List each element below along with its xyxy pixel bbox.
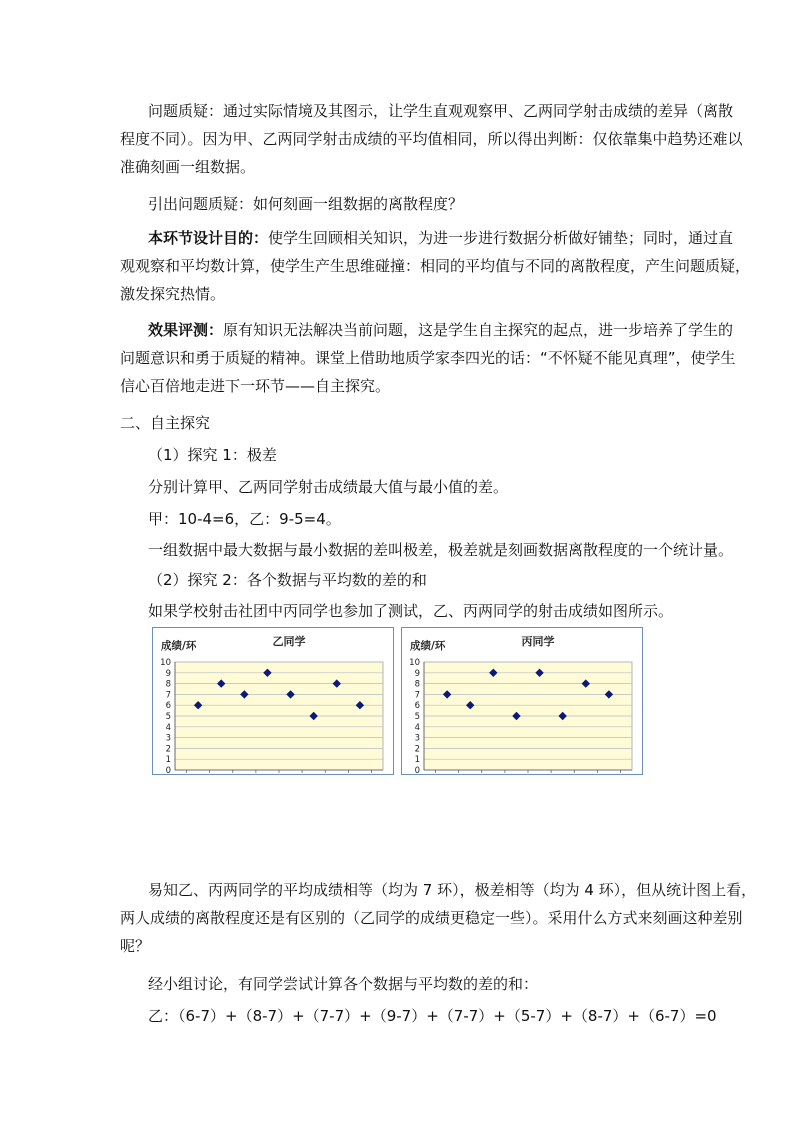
y-tick-label: 1	[165, 755, 171, 766]
paragraph-bing-intro	[120, 597, 700, 625]
text-run: 原有知识无法解决当前问题，这是学生自主探究的起点，进一步培养了学生的	[223, 321, 734, 339]
charts-row	[152, 627, 644, 777]
text-line: 程度不同）。因为甲、乙两同学射击成绩的平均值相同，所以得出判断：仅依靠集中趋势还难以	[120, 130, 743, 148]
chart-title: 丙同学	[521, 635, 555, 648]
y-tick-label: 9	[414, 668, 420, 679]
text-line: （1）探究 1：极差	[148, 446, 277, 464]
y-tick-label: 2	[165, 744, 171, 755]
text-line: 分别计算甲、乙两同学射击成绩最大值与最小值的差。	[148, 478, 509, 496]
y-tick-label: 7	[414, 690, 420, 701]
y-tick-label: 8	[414, 679, 420, 690]
section-heading	[120, 409, 700, 437]
text-line: （2）探究 2：各个数据与平均数的差的和	[148, 571, 427, 589]
chart-title: 乙同学	[272, 635, 306, 648]
y-tick-label: 7	[165, 690, 171, 701]
paragraph-design-purpose	[120, 224, 751, 308]
explore-1-heading	[120, 441, 700, 469]
text-line: 信心百倍地走进下一环节——自主探究。	[120, 377, 391, 395]
y-tick-label: 5	[165, 712, 171, 722]
formula-line: 乙：（6-7）+（8-7）+（7-7）+（9-7）+（7-7）+（5-7）+（8-7）+（6-7）=0	[148, 1007, 717, 1025]
paragraph-lead-question	[120, 190, 700, 218]
text-line: 问题质疑：通过实际情境及其图示，让学生直观观察甲、乙两同学射击成绩的差异（离散	[148, 102, 734, 120]
y-tick-label: 3	[165, 733, 171, 744]
chart-bing	[401, 627, 643, 775]
y-tick-label: 10	[160, 658, 171, 668]
y-tick-label: 6	[165, 701, 171, 712]
paragraph-range-definition	[120, 536, 734, 564]
y-tick-label: 2	[414, 744, 420, 755]
y-tick-label: 4	[414, 722, 420, 733]
y-tick-label: 1	[414, 755, 420, 766]
chart-yi	[152, 627, 394, 775]
text-line: 甲：10-4=6，乙：9-5=4。	[148, 510, 341, 528]
y-tick-label: 4	[165, 722, 171, 733]
text-line: 问题意识和勇于质疑的精神。课堂上借助地质学家李四光的话：“不怀疑不能见真理”，使学生	[120, 349, 736, 367]
chart-yi-svg	[153, 628, 393, 774]
text-line: 准确刻画一组数据。	[120, 158, 256, 176]
text-line: 一组数据中最大数据与最小数据的差叫极差，极差就是刻画数据离散程度的一个统计量。	[148, 541, 734, 559]
paragraph-range-result	[120, 505, 700, 533]
y-axis-label: 成绩/环	[161, 640, 197, 652]
y-tick-label: 5	[414, 712, 420, 722]
paragraph-question	[120, 97, 743, 181]
y-tick-label: 8	[165, 679, 171, 690]
text-line: 经小组讨论，有同学尝试计算各个数据与平均数的差的和：	[148, 975, 539, 993]
paragraph-calc	[120, 473, 700, 501]
explore-2-heading	[120, 566, 700, 594]
text-line: 易知乙、丙两同学的平均成绩相等（均为 7 环），极差相等（均为 4 环），但从统计图上看，	[148, 881, 757, 899]
paragraph-effect-evaluation	[120, 316, 736, 400]
chart-bing-svg	[402, 628, 642, 774]
y-tick-label: 6	[414, 701, 420, 712]
paragraph-discussion	[120, 970, 700, 998]
text-run: 使学生回顾相关知识，为进一步进行数据分析做好铺垫；同时，通过直	[268, 229, 734, 247]
text-line	[120, 316, 734, 344]
text-line: 观观察和平均数计算，使学生产生思维碰撞：相同的平均值与不同的离散程度，产生问题质疑，	[120, 257, 751, 275]
bold-heading: 本环节设计目的：	[148, 229, 269, 247]
y-tick-label: 3	[414, 733, 420, 744]
text-line	[120, 224, 734, 252]
text-line: 二、自主探究	[120, 414, 211, 432]
paragraph-formula	[120, 1002, 717, 1030]
text-line: 激发探究热情。	[120, 285, 226, 303]
y-tick-label: 10	[409, 658, 420, 668]
bold-heading: 效果评测：	[148, 321, 224, 339]
text-line: 呢？	[120, 937, 151, 955]
paragraph-comparison	[120, 876, 757, 960]
y-tick-label: 0	[165, 766, 171, 774]
y-tick-label: 9	[165, 668, 171, 679]
y-tick-label: 0	[414, 766, 420, 774]
text-line: 引出问题质疑：如何刻画一组数据的离散程度？	[148, 195, 464, 213]
text-line: 如果学校射击社团中丙同学也参加了测试，乙、丙两同学的射击成绩如图所示。	[148, 602, 674, 620]
y-axis-label: 成绩/环	[410, 640, 446, 652]
text-line: 两人成绩的离散程度还是有区别的（乙同学的成绩更稳定一些）。采用什么方式来刻画这种差别	[120, 909, 743, 927]
